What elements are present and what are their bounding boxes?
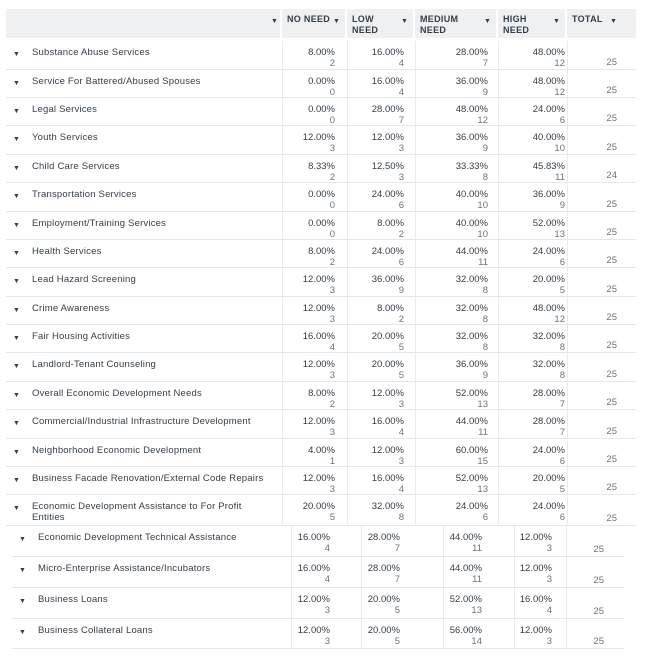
row-menu-chevron-icon[interactable]: ▼	[13, 307, 20, 314]
cell-count: 11	[478, 427, 488, 438]
row-menu-chevron-icon[interactable]: ▼	[13, 392, 20, 399]
cell-count: 8	[398, 512, 404, 523]
cell-percent: 8.00%	[308, 47, 335, 58]
cell-count: 8	[559, 370, 565, 381]
cell-count: 6	[559, 456, 565, 467]
cell-percent: 20.00%	[371, 331, 404, 342]
row-menu-chevron-icon[interactable]: ▼	[19, 567, 26, 574]
cell-percent: 52.00%	[449, 594, 482, 605]
cell-percent: 40.00%	[455, 218, 488, 229]
table-row	[6, 382, 636, 410]
cell-percent: 24.00%	[532, 246, 565, 257]
cell-count: 2	[329, 399, 335, 410]
cell-count: 9	[482, 143, 488, 154]
cell-percent: 4.00%	[308, 445, 335, 456]
cell-percent: 24.00%	[371, 246, 404, 257]
cell-count: 13	[477, 399, 488, 410]
cell-count: 11	[555, 172, 565, 183]
cell-count: 0	[329, 200, 335, 211]
cell-percent: 20.00%	[367, 625, 400, 636]
row-label: Economic Development Assistance to For Profit Entities	[32, 501, 242, 523]
cell-count: 12	[554, 58, 565, 69]
row-menu-chevron-icon[interactable]: ▼	[13, 222, 20, 229]
row-menu-chevron-icon[interactable]: ▼	[13, 449, 20, 456]
header-low-need[interactable]	[347, 9, 413, 38]
row-label: Business Collateral Loans	[38, 625, 153, 636]
cell-percent: 12.00%	[297, 594, 330, 605]
table-row	[12, 557, 624, 588]
header-label: NO NEED	[287, 14, 331, 24]
cell-percent: 16.00%	[371, 47, 404, 58]
cell-count: 11	[478, 257, 488, 268]
cell-percent: 8.33%	[308, 161, 335, 172]
cell-count: 4	[324, 574, 330, 585]
row-menu-chevron-icon[interactable]: ▼	[13, 477, 20, 484]
row-label: Overall Economic Development Needs	[32, 388, 202, 399]
table-row	[12, 526, 624, 557]
cell-count: 2	[329, 172, 335, 183]
chevron-down-icon[interactable]: ▼	[271, 18, 278, 25]
cell-count: 3	[546, 574, 552, 585]
cell-percent: 36.00%	[455, 132, 488, 143]
table-row	[6, 155, 636, 183]
table-row	[6, 240, 636, 268]
cell-count: 3	[546, 636, 552, 647]
chevron-down-icon[interactable]: ▼	[333, 18, 341, 25]
cell-count: 5	[329, 512, 335, 523]
cell-percent: 32.00%	[455, 274, 488, 285]
cell-percent: 52.00%	[455, 473, 488, 484]
cell-percent: 16.00%	[371, 416, 404, 427]
cell-percent: 12.00%	[519, 625, 552, 636]
row-label: Fair Housing Activities	[32, 331, 131, 342]
row-label: Legal Services	[32, 104, 98, 115]
table-row	[6, 410, 636, 439]
cell-percent: 24.00%	[455, 501, 488, 512]
cell-count: 6	[559, 512, 565, 523]
row-menu-chevron-icon[interactable]: ▼	[13, 193, 20, 200]
cell-percent: 12.00%	[302, 473, 335, 484]
cell-percent: 36.00%	[532, 189, 565, 200]
row-menu-chevron-icon[interactable]: ▼	[13, 505, 20, 512]
cell-count: 3	[329, 427, 335, 438]
cell-count: 14	[471, 636, 482, 647]
cell-percent: 12.50%	[371, 161, 404, 172]
cell-percent: 12.00%	[302, 132, 335, 143]
cell-count: 7	[482, 58, 488, 69]
cell-total: 25	[606, 312, 617, 323]
cell-count: 3	[546, 543, 552, 554]
cell-count: 6	[398, 200, 404, 211]
cell-percent: 16.00%	[371, 76, 404, 87]
cell-total: 25	[606, 369, 617, 380]
cell-count: 7	[559, 427, 565, 438]
row-menu-chevron-icon[interactable]: ▼	[13, 165, 20, 172]
cell-count: 4	[546, 605, 552, 616]
cell-count: 3	[398, 143, 404, 154]
cell-percent: 12.00%	[302, 274, 335, 285]
cell-total: 25	[593, 636, 604, 647]
row-menu-chevron-icon[interactable]: ▼	[13, 51, 20, 58]
cell-percent: 28.00%	[367, 563, 400, 574]
cell-count: 3	[398, 456, 404, 467]
row-menu-chevron-icon[interactable]: ▼	[13, 108, 20, 115]
row-label: Substance Abuse Services	[32, 47, 150, 58]
cell-percent: 44.00%	[449, 532, 482, 543]
cell-percent: 20.00%	[367, 594, 400, 605]
cell-count: 8	[482, 172, 488, 183]
cell-percent: 0.00%	[308, 104, 335, 115]
cell-count: 9	[398, 285, 404, 296]
table-row	[6, 467, 636, 495]
row-menu-chevron-icon[interactable]: ▼	[13, 250, 20, 257]
cell-percent: 28.00%	[367, 532, 400, 543]
cell-percent: 45.83%	[532, 161, 565, 172]
table-row	[12, 619, 624, 649]
cell-total: 25	[606, 454, 617, 465]
cell-count: 0	[329, 115, 335, 126]
cell-count: 4	[329, 342, 335, 353]
cell-percent: 24.00%	[371, 189, 404, 200]
table-row	[6, 495, 636, 526]
cell-percent: 16.00%	[302, 331, 335, 342]
table-row	[6, 297, 636, 325]
cell-count: 2	[398, 314, 404, 325]
cell-count: 8	[482, 314, 488, 325]
cell-percent: 24.00%	[532, 445, 565, 456]
row-label: Youth Services	[32, 132, 98, 143]
cell-total: 25	[606, 284, 617, 295]
cell-count: 11	[472, 574, 482, 585]
row-menu-chevron-icon[interactable]: ▼	[13, 80, 20, 87]
cell-total: 25	[606, 85, 617, 96]
row-label: Service For Battered/Abused Spouses	[32, 76, 201, 87]
cell-percent: 12.00%	[519, 532, 552, 543]
cell-count: 5	[398, 342, 404, 353]
header-label: HIGH NEED	[503, 14, 530, 35]
cell-total: 25	[606, 340, 617, 351]
cell-percent: 36.00%	[371, 274, 404, 285]
cell-count: 2	[329, 58, 335, 69]
cell-count: 3	[329, 484, 335, 495]
cell-percent: 32.00%	[532, 359, 565, 370]
chevron-down-icon[interactable]: ▼	[484, 18, 492, 25]
cell-percent: 0.00%	[308, 76, 335, 87]
cell-percent: 48.00%	[532, 47, 565, 58]
row-label: Micro-Enterprise Assistance/Incubators	[38, 563, 211, 574]
cell-count: 3	[324, 605, 330, 616]
cell-percent: 20.00%	[302, 501, 335, 512]
cell-total: 25	[606, 482, 617, 493]
cell-total: 25	[606, 255, 617, 266]
chevron-down-icon[interactable]: ▼	[401, 18, 409, 25]
cell-count: 4	[398, 484, 404, 495]
cell-count: 4	[398, 427, 404, 438]
cell-percent: 8.00%	[377, 218, 404, 229]
row-label: Child Care Services	[32, 161, 120, 172]
cell-count: 13	[477, 484, 488, 495]
cell-percent: 12.00%	[297, 625, 330, 636]
cell-percent: 24.00%	[532, 501, 565, 512]
header-row-label-column[interactable]	[6, 9, 282, 38]
table-row	[6, 353, 636, 382]
table-row	[6, 98, 636, 126]
cell-count: 8	[482, 285, 488, 296]
cell-percent: 32.00%	[455, 331, 488, 342]
cell-percent: 12.00%	[302, 359, 335, 370]
cell-count: 7	[559, 399, 565, 410]
cell-count: 9	[559, 200, 565, 211]
table-row	[6, 126, 636, 155]
cell-percent: 33.33%	[455, 161, 488, 172]
cell-percent: 20.00%	[532, 473, 565, 484]
cell-total: 25	[593, 606, 604, 617]
cell-percent: 56.00%	[449, 625, 482, 636]
cell-percent: 48.00%	[532, 303, 565, 314]
table-row	[6, 268, 636, 297]
row-label: Neighborhood Economic Development	[32, 445, 202, 456]
cell-count: 3	[324, 636, 330, 647]
cell-percent: 32.00%	[532, 331, 565, 342]
cell-percent: 12.00%	[371, 445, 404, 456]
cell-count: 10	[477, 229, 488, 240]
row-label: Commercial/Industrial Infrastructure Development	[32, 416, 251, 427]
row-label: Employment/Training Services	[32, 218, 167, 229]
row-label: Lead Hazard Screening	[32, 274, 137, 285]
header-total[interactable]	[567, 9, 636, 38]
cell-count: 3	[329, 143, 335, 154]
cell-count: 0	[329, 87, 335, 98]
cell-count: 6	[482, 512, 488, 523]
cell-percent: 12.00%	[519, 563, 552, 574]
cell-total: 25	[593, 575, 604, 586]
cell-count: 5	[398, 370, 404, 381]
cell-percent: 44.00%	[449, 563, 482, 574]
cell-percent: 12.00%	[302, 303, 335, 314]
cell-count: 10	[554, 143, 565, 154]
cell-percent: 28.00%	[455, 47, 488, 58]
row-menu-chevron-icon[interactable]: ▼	[19, 629, 26, 636]
cell-total: 25	[606, 199, 617, 210]
cell-count: 2	[329, 257, 335, 268]
cell-count: 12	[554, 314, 565, 325]
cell-percent: 40.00%	[532, 132, 565, 143]
cell-percent: 52.00%	[455, 388, 488, 399]
cell-count: 15	[477, 456, 488, 467]
chevron-down-icon[interactable]: ▼	[553, 18, 561, 25]
cell-count: 7	[394, 543, 400, 554]
header-label: TOTAL	[572, 14, 603, 24]
header-label: MEDIUM NEED	[420, 14, 459, 35]
cell-count: 3	[329, 370, 335, 381]
cell-count: 7	[398, 115, 404, 126]
cell-count: 3	[398, 399, 404, 410]
cell-count: 6	[398, 257, 404, 268]
cell-percent: 36.00%	[455, 76, 488, 87]
cell-percent: 8.00%	[377, 303, 404, 314]
row-menu-chevron-icon[interactable]: ▼	[13, 363, 20, 370]
cell-count: 4	[324, 543, 330, 554]
cell-percent: 16.00%	[371, 473, 404, 484]
header-label: LOW NEED	[352, 14, 379, 35]
cell-percent: 36.00%	[455, 359, 488, 370]
row-menu-chevron-icon[interactable]: ▼	[13, 136, 20, 143]
cell-percent: 40.00%	[455, 189, 488, 200]
cell-count: 13	[471, 605, 482, 616]
row-label: Transportation Services	[32, 189, 137, 200]
cell-total: 25	[593, 544, 604, 555]
cell-percent: 28.00%	[371, 104, 404, 115]
header-high-need[interactable]	[498, 9, 565, 38]
cell-percent: 28.00%	[532, 416, 565, 427]
cell-percent: 0.00%	[308, 189, 335, 200]
cell-count: 9	[482, 87, 488, 98]
cell-count: 3	[329, 285, 335, 296]
cell-percent: 20.00%	[371, 359, 404, 370]
cell-percent: 60.00%	[455, 445, 488, 456]
cell-count: 3	[398, 172, 404, 183]
cell-total: 25	[606, 57, 617, 68]
row-label: Business Facade Renovation/External Code Repairs	[32, 473, 264, 484]
cell-count: 5	[394, 636, 400, 647]
cell-percent: 12.00%	[371, 388, 404, 399]
row-menu-chevron-icon[interactable]: ▼	[19, 536, 26, 543]
cell-count: 5	[559, 484, 565, 495]
table-row	[6, 325, 636, 353]
cell-count: 6	[559, 115, 565, 126]
cell-count: 11	[472, 543, 482, 554]
cell-percent: 32.00%	[455, 303, 488, 314]
cell-percent: 44.00%	[455, 416, 488, 427]
table-row	[6, 212, 636, 240]
row-menu-chevron-icon[interactable]: ▼	[19, 598, 26, 605]
cell-percent: 0.00%	[308, 218, 335, 229]
table-row	[6, 41, 636, 70]
row-menu-chevron-icon[interactable]: ▼	[13, 335, 20, 342]
cell-count: 8	[559, 342, 565, 353]
row-label: Health Services	[32, 246, 102, 257]
table-row	[12, 588, 624, 619]
cell-count: 13	[554, 229, 565, 240]
cell-percent: 8.00%	[308, 246, 335, 257]
cell-percent: 48.00%	[455, 104, 488, 115]
cell-count: 8	[482, 342, 488, 353]
cell-total: 25	[606, 142, 617, 153]
header-no-need[interactable]	[282, 9, 345, 38]
cell-count: 1	[329, 456, 335, 467]
cell-percent: 24.00%	[532, 104, 565, 115]
chevron-down-icon[interactable]: ▼	[610, 18, 618, 25]
cell-count: 6	[559, 257, 565, 268]
cell-percent: 20.00%	[532, 274, 565, 285]
cell-percent: 16.00%	[297, 532, 330, 543]
cell-total: 25	[606, 513, 617, 524]
cell-count: 12	[477, 115, 488, 126]
cell-count: 9	[482, 370, 488, 381]
cell-total: 25	[606, 227, 617, 238]
row-label: Landlord-Tenant Counseling	[32, 359, 157, 370]
cell-count: 2	[398, 229, 404, 240]
cell-count: 3	[329, 314, 335, 325]
table-row	[6, 439, 636, 467]
cell-total: 25	[606, 426, 617, 437]
cell-total: 24	[606, 170, 617, 181]
cell-percent: 12.00%	[371, 132, 404, 143]
cell-percent: 44.00%	[455, 246, 488, 257]
cell-count: 4	[398, 87, 404, 98]
cell-count: 5	[559, 285, 565, 296]
cell-count: 5	[394, 605, 400, 616]
cell-percent: 52.00%	[532, 218, 565, 229]
row-label: Business Loans	[38, 594, 108, 605]
cell-percent: 16.00%	[297, 563, 330, 574]
table-row	[6, 70, 636, 98]
cell-count: 0	[329, 229, 335, 240]
cell-percent: 32.00%	[371, 501, 404, 512]
cell-count: 12	[554, 87, 565, 98]
row-menu-chevron-icon[interactable]: ▼	[13, 278, 20, 285]
row-label: Economic Development Technical Assistance	[38, 532, 237, 543]
cell-count: 10	[477, 200, 488, 211]
cell-count: 4	[398, 58, 404, 69]
cell-count: 7	[394, 574, 400, 585]
row-menu-chevron-icon[interactable]: ▼	[13, 420, 20, 427]
cell-total: 25	[606, 397, 617, 408]
cell-total: 25	[606, 113, 617, 124]
cell-percent: 48.00%	[532, 76, 565, 87]
cell-percent: 8.00%	[308, 388, 335, 399]
row-label: Crime Awareness	[32, 303, 110, 314]
header-medium-need[interactable]	[415, 9, 496, 38]
table-row	[6, 183, 636, 212]
cell-percent: 12.00%	[302, 416, 335, 427]
cell-percent: 16.00%	[519, 594, 552, 605]
cell-percent: 28.00%	[532, 388, 565, 399]
